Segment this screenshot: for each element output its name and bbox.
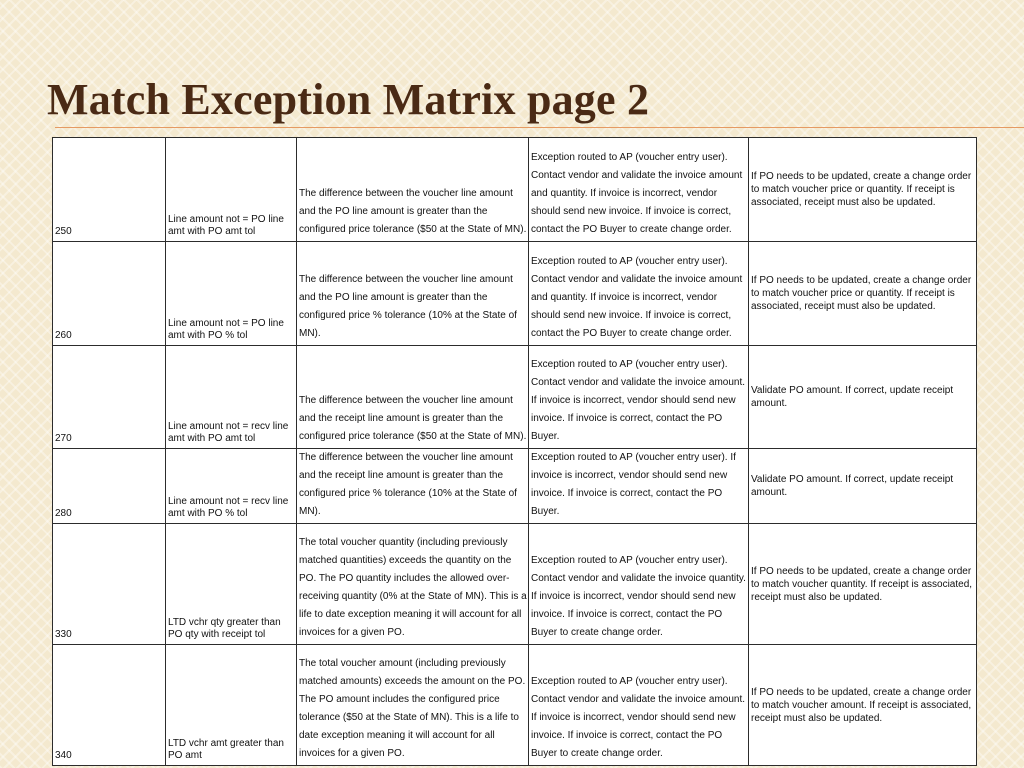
- exception-condition: Line amount not = recv line amt with PO amt tol: [166, 346, 297, 449]
- exception-condition: Line amount not = recv line amt with PO % tol: [166, 449, 297, 524]
- table-row: [53, 645, 977, 766]
- exception-condition: Line amount not = PO line amt with PO % tol: [166, 242, 297, 346]
- table-row: [53, 449, 977, 524]
- exception-description: The difference between the voucher line amount and the PO line amount is greater than the configured price tolerance ($50 at the State of MN).: [297, 138, 529, 242]
- table-row: [53, 346, 977, 449]
- resolution-action: If PO needs to be updated, create a change order to match voucher quantity. If receipt is associated, receipt must also be updated.: [749, 524, 977, 645]
- exception-description: The difference between the voucher line amount and the receipt line amount is greater than the configured price tolerance ($50 at the State of MN).: [297, 346, 529, 449]
- exception-id: 280: [53, 449, 166, 524]
- exception-condition: Line amount not = PO line amt with PO amt tol: [166, 138, 297, 242]
- resolution-action: Validate PO amount. If correct, update receipt amount.: [749, 449, 977, 524]
- exception-id: 340: [53, 645, 166, 766]
- exception-id: 330: [53, 524, 166, 645]
- exception-id: 250: [53, 138, 166, 242]
- exception-routing: Exception routed to AP (voucher entry user). Contact vendor and validate the invoice amount. If invoice is incorrect, vendor should send new invoice. If invoice is correct, contact the PO Buyer to create change order.: [529, 645, 749, 766]
- exception-condition: LTD vchr qty greater than PO qty with receipt tol: [166, 524, 297, 645]
- resolution-action: Validate PO amount. If correct, update receipt amount.: [749, 346, 977, 449]
- slide-title: Match Exception Matrix page 2: [47, 75, 650, 124]
- exception-routing: Exception routed to AP (voucher entry user). Contact vendor and validate the invoice amount and quantity. If invoice is incorrect, vendor should send new invoice. If invoice is correct, contact the PO Buyer to create change order.: [529, 138, 749, 242]
- exception-routing: Exception routed to AP (voucher entry user). Contact vendor and validate the invoice amount. If invoice is incorrect, vendor should send new invoice. If invoice is correct, contact the PO Buyer.: [529, 346, 749, 449]
- resolution-action: If PO needs to be updated, create a change order to match voucher price or quantity. If receipt is associated, receipt must also be updated.: [749, 138, 977, 242]
- exception-routing: Exception routed to AP (voucher entry user). Contact vendor and validate the invoice amount and quantity. If invoice is incorrect, vendor should send new invoice. If invoice is correct, contact the PO Buyer to create change order.: [529, 242, 749, 346]
- exception-id: 260: [53, 242, 166, 346]
- table-row: [53, 524, 977, 645]
- resolution-action: If PO needs to be updated, create a change order to match voucher amount. If receipt is associated, receipt must also be updated.: [749, 645, 977, 766]
- table-row: [53, 242, 977, 346]
- exception-description: The difference between the voucher line amount and the receipt line amount is greater than the configured price % tolerance (10% at the State of MN).: [297, 449, 529, 524]
- exception-description: The difference between the voucher line amount and the PO line amount is greater than the configured price % tolerance (10% at the State of MN).: [297, 242, 529, 346]
- exception-id: 270: [53, 346, 166, 449]
- title-divider: [55, 127, 1024, 128]
- exception-condition: LTD vchr amt greater than PO amt: [166, 645, 297, 766]
- exception-routing: Exception routed to AP (voucher entry user). If invoice is incorrect, vendor should send new invoice. If invoice is correct, contact the PO Buyer.: [529, 449, 749, 524]
- exception-description: The total voucher quantity (including previously matched quantities) exceeds the quantity on the PO. The PO quantity includes the allowed over-receiving quantity (0% at the State of MN). This is a life to date exception meaning it will account for all invoices for a given PO.: [297, 524, 529, 645]
- table-row: [53, 138, 977, 242]
- resolution-action: If PO needs to be updated, create a change order to match voucher price or quantity. If receipt is associated, receipt must also be updated.: [749, 242, 977, 346]
- exception-description: The total voucher amount (including previously matched amounts) exceeds the amount on the PO. The PO amount includes the configured price tolerance ($50 at the State of MN). This is a life to date exception meaning it will account for all invoices for a given PO.: [297, 645, 529, 766]
- exception-routing: Exception routed to AP (voucher entry user). Contact vendor and validate the invoice quantity. If invoice is incorrect, vendor should send new invoice. If invoice is correct, contact the PO Buyer to create change order.: [529, 524, 749, 645]
- match-exception-table: [52, 137, 977, 766]
